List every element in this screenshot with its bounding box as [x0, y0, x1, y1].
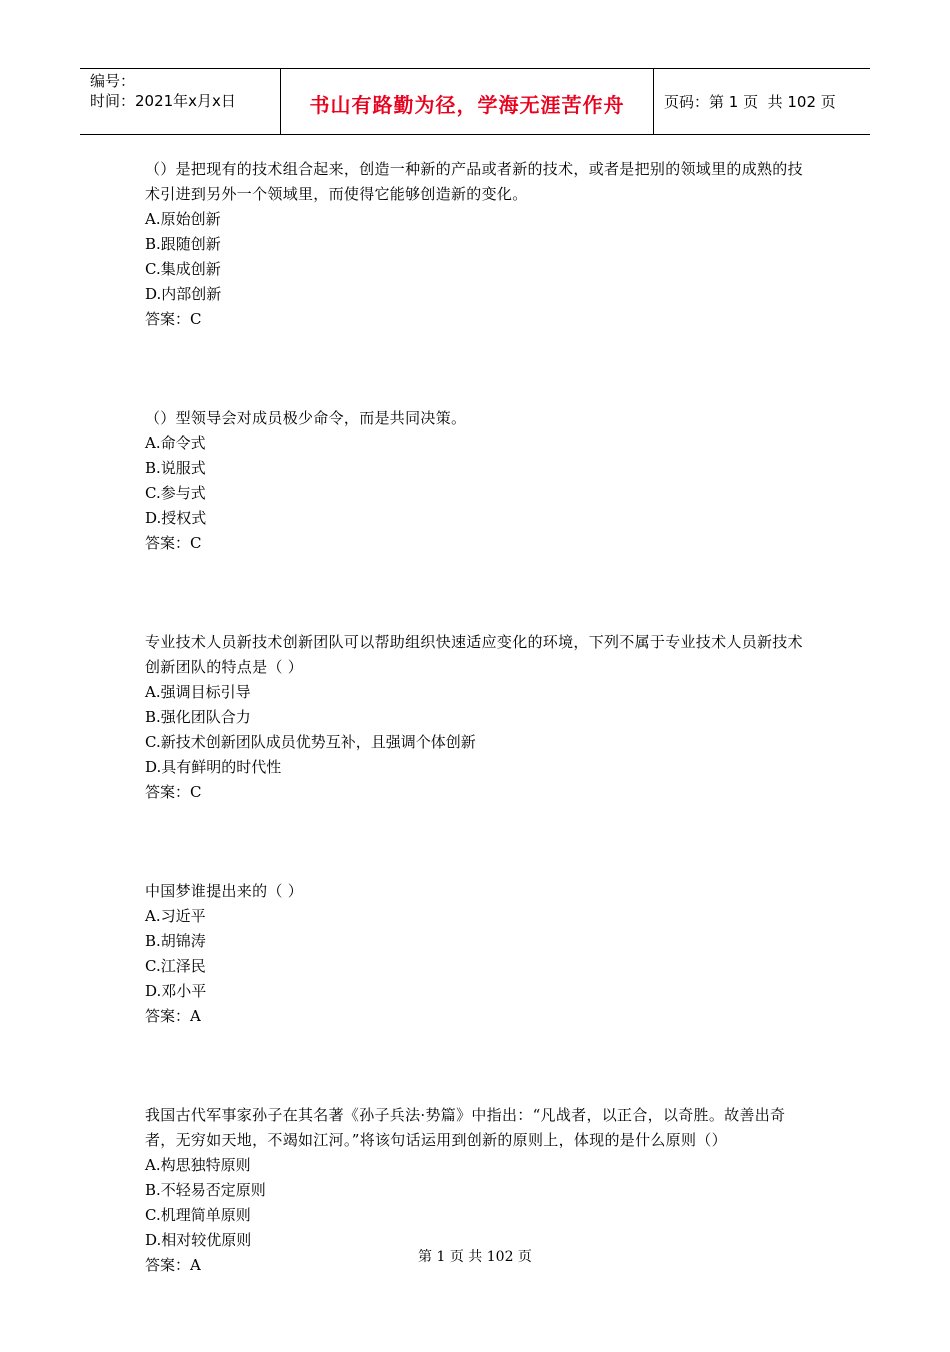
question-option: B.胡锦涛: [145, 932, 206, 950]
header-page-cell: [654, 69, 870, 134]
header-page-info: 页码：第 1 页 共 102 页: [664, 93, 836, 111]
question-option: C.江泽民: [145, 957, 206, 975]
question-option: D.邓小平: [145, 982, 207, 1000]
question-option: A.命令式: [145, 434, 206, 452]
question-stem: 我国古代军事家孙子在其名著《孙子兵法·势篇》中指出：“凡战者，以正合，以奇胜。故善出奇者，无穷如天地，不竭如江河。”将该句话运用到创新的原则上，体现的是什么原则（）: [145, 1106, 786, 1149]
question-list: [145, 157, 815, 1352]
document-number-label: 编号：: [90, 72, 136, 90]
question-item: [145, 406, 815, 556]
question-option: D.内部创新: [145, 285, 222, 303]
question-option: A.原始创新: [145, 210, 221, 228]
question-option: A.强调目标引导: [145, 683, 251, 701]
question-option: B.跟随创新: [145, 235, 221, 253]
question-item: [145, 630, 815, 805]
question-option: C.参与式: [145, 484, 206, 502]
question-option: B.说服式: [145, 459, 206, 477]
document-time-label: 时间：2021年x月x日: [90, 92, 236, 110]
question-answer: 答案：C: [145, 534, 202, 552]
question-answer: 答案：C: [145, 310, 202, 328]
question-stem: 专业技术人员新技术创新团队可以帮助组织快速适应变化的环境，下列不属于专业技术人员新技术创新团队的特点是（ ）: [145, 633, 803, 676]
footer-page-number: 第 1 页 共 102 页: [418, 1249, 532, 1265]
question-item: [145, 879, 815, 1029]
question-answer: 答案：C: [145, 783, 202, 801]
question-option: D.相对较优原则: [145, 1231, 252, 1249]
question-stem: （）是把现有的技术组合起来，创造一种新的产品或者新的技术，或者是把别的领域里的成熟的技术引进到另外一个领域里，而使得它能够创造新的变化。: [145, 160, 803, 203]
question-answer: 答案：A: [145, 1007, 201, 1025]
question-answer: 答案：A: [145, 1256, 201, 1274]
question-option: C.新技术创新团队成员优势互补，且强调个体创新: [145, 733, 476, 751]
header-motto: 书山有路勤为径，学海无涯苦作舟: [309, 93, 625, 117]
question-option: C.集成创新: [145, 260, 221, 278]
question-option: D.具有鲜明的时代性: [145, 758, 282, 776]
question-option: D.授权式: [145, 509, 207, 527]
question-option: B.强化团队合力: [145, 708, 251, 726]
header-info-cell: [80, 69, 281, 134]
question-stem: 中国梦谁提出来的（ ）: [145, 882, 304, 900]
question-stem: （）型领导会对成员极少命令，而是共同决策。: [145, 409, 467, 427]
question-option: C.机理简单原则: [145, 1206, 251, 1224]
question-item: [145, 157, 815, 332]
question-option: A.构思独特原则: [145, 1156, 251, 1174]
question-option: B.不轻易否定原则: [145, 1181, 266, 1199]
header-motto-cell: [281, 69, 654, 134]
question-option: A.习近平: [145, 907, 206, 925]
page-footer: [0, 1246, 950, 1266]
page-header: [80, 68, 870, 135]
